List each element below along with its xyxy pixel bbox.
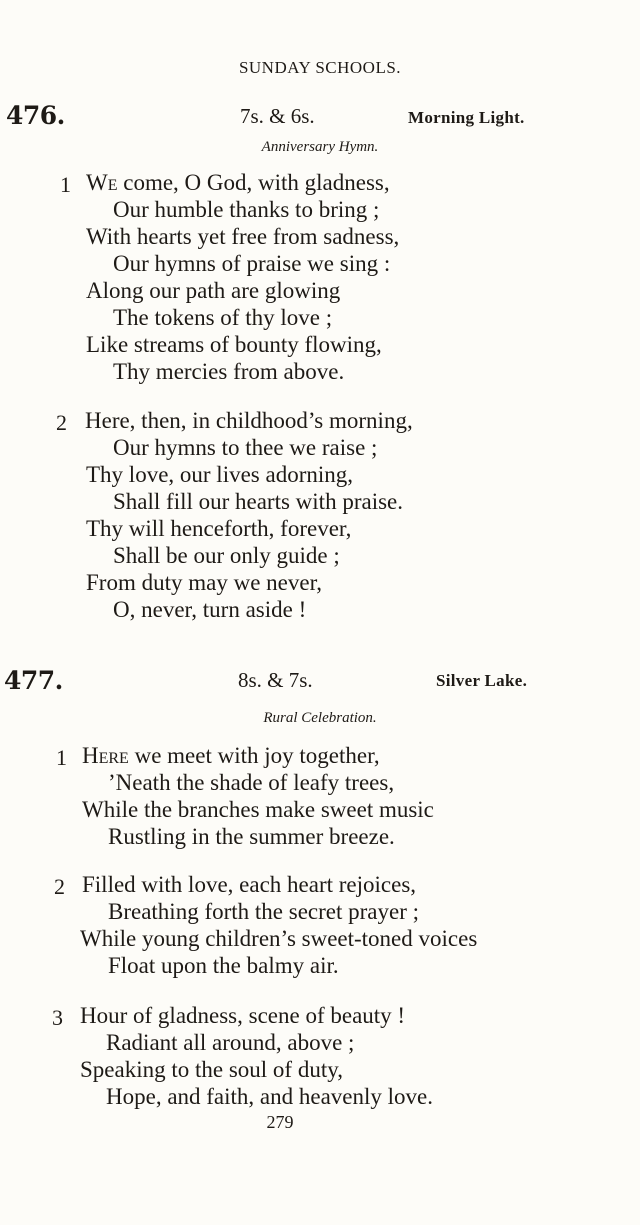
hymn-tune: Silver Lake. (436, 671, 528, 690)
verse-line: Thy mercies from above. (113, 359, 345, 384)
verse-line: O, never, turn aside ! (113, 597, 307, 622)
verse-line: Thy love, our lives adorning, (86, 462, 354, 487)
verse-line: While the branches make sweet music (82, 797, 434, 822)
verse-line: ’Neath the shade of leafy trees, (108, 770, 395, 795)
hymn-number: 477. (4, 666, 63, 695)
verse-line: While young children’s sweet-toned voices (80, 926, 478, 951)
page-number: 279 (266, 1112, 294, 1132)
verse-line: Our hymns of praise we sing : (113, 251, 391, 276)
verse-line: Radiant all around, above ; (106, 1030, 355, 1055)
first-line-rest: come, O God, with gladness, (117, 170, 390, 195)
verse-line: Our hymns to thee we raise ; (113, 435, 378, 460)
first-word: We (86, 170, 118, 195)
verse-line: Filled with love, each heart rejoices, (82, 872, 417, 897)
hymn-subtitle: Anniversary Hymn. (261, 139, 379, 155)
verse-line: The tokens of thy love ; (113, 305, 333, 330)
verse-number: 1 (60, 172, 71, 197)
verse-line: Our humble thanks to bring ; (113, 197, 380, 222)
verse-line: From duty may we never, (86, 570, 323, 595)
verse-line: Float upon the balmy air. (108, 953, 339, 978)
hymn-tune: Morning Light. (408, 108, 525, 127)
verse-line: Hope, and faith, and heavenly love. (106, 1084, 433, 1109)
verse-line (86, 170, 390, 196)
running-head: SUNDAY SCHOOLS. (238, 58, 402, 77)
verse-line: Shall fill our hearts with praise. (113, 489, 403, 514)
verse-line (82, 743, 380, 769)
verse-line: Shall be our only guide ; (113, 543, 340, 568)
verse-number: 2 (56, 410, 67, 435)
verse-line: Rustling in the summer breeze. (108, 824, 395, 849)
hymn-meter: 8s. & 7s. (238, 668, 313, 692)
verse-line: Along our path are glowing (86, 278, 341, 303)
hymn-number: 476. (6, 101, 65, 130)
first-word: Here (82, 743, 129, 768)
first-line-rest: we meet with joy together, (128, 743, 380, 768)
verse-line: With hearts yet free from sadness, (86, 224, 400, 249)
verse-line: Like streams of bounty flowing, (86, 332, 382, 357)
hymn-subtitle: Rural Celebration. (263, 710, 377, 726)
verse-line: Thy will henceforth, forever, (86, 516, 352, 541)
hymn-meter: 7s. & 6s. (240, 104, 315, 128)
verse-number: 1 (56, 745, 67, 770)
verse-line: Speaking to the soul of duty, (80, 1057, 343, 1082)
verse-number: 2 (54, 874, 65, 899)
verse-line: Breathing forth the secret prayer ; (108, 899, 420, 924)
verse-number: 3 (52, 1005, 63, 1030)
verse-line: Hour of gladness, scene of beauty ! (80, 1003, 406, 1028)
verse-line: Here, then, in childhood’s morning, (85, 408, 413, 433)
